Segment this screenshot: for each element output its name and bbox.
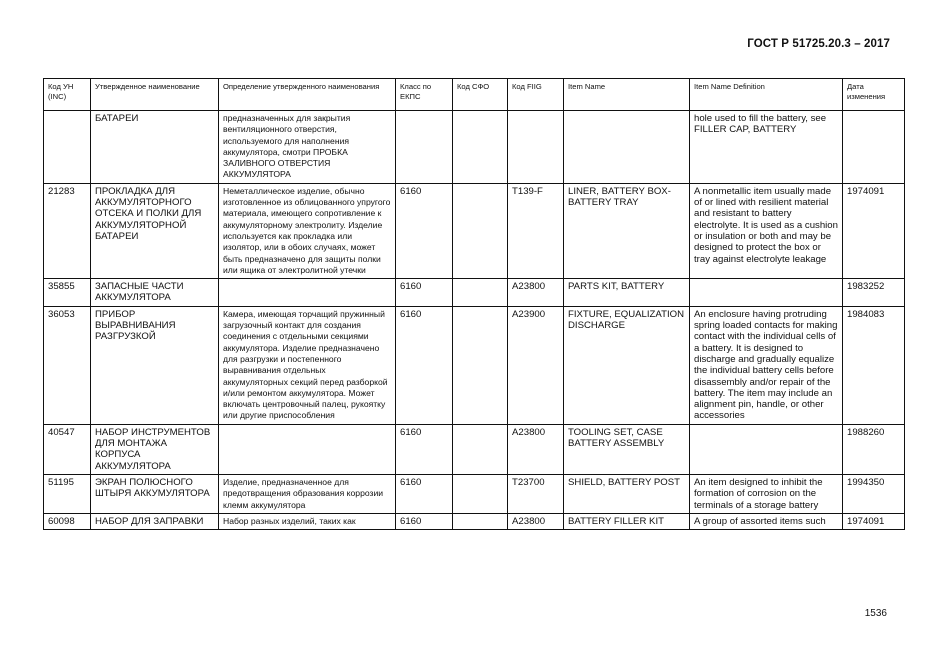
column-header-sfo: Код СФО [453, 79, 508, 111]
cell-name-ru: БАТАРЕИ [91, 111, 219, 184]
table-row [44, 424, 905, 474]
cell-name-ru: НАБОР ИНСТРУМЕНТОВ ДЛЯ МОНТАЖА КОРПУСА АККУМУЛЯТОРА [91, 424, 219, 474]
table-row [44, 111, 905, 184]
cell-name-ru: ЭКРАН ПОЛЮСНОГО ШТЫРЯ АККУМУЛЯТОРА [91, 474, 219, 513]
cell-sfo [453, 279, 508, 307]
cell-item-definition: An item designed to inhibit the formation of corrosion on the terminals of a storage battery [690, 474, 843, 513]
cell-item-definition: An enclosure having protruding spring loaded contacts for making contact with the individual cells of a battery. It is designed to discharge and gradually equalize the individual battery cells before disassembly and/or repair of the battery. The item may include an alignment pin, handle, or other accessories [690, 306, 843, 424]
column-header-fiig: Код FIIG [508, 79, 564, 111]
cell-inc: 60098 [44, 513, 91, 529]
catalog-table [43, 78, 905, 530]
cell-item-name: FIXTURE, EQUALIZATION DISCHARGE [564, 306, 690, 424]
cell-sfo [453, 474, 508, 513]
cell-item-name [564, 111, 690, 184]
cell-item-definition [690, 424, 843, 474]
table-row [44, 513, 905, 529]
table-row [44, 183, 905, 278]
cell-inc: 40547 [44, 424, 91, 474]
cell-item-definition: A nonmetallic item usually made of or lined with resilient material and resistant to battery electrolyte. It is used as a cushion or insulation or both and may be designed to protect the box or tray against electrolyte leakage [690, 183, 843, 278]
cell-class: 6160 [396, 474, 453, 513]
table-row [44, 474, 905, 513]
cell-item-name: PARTS KIT, BATTERY [564, 279, 690, 307]
cell-class: 6160 [396, 279, 453, 307]
cell-fiig: A23800 [508, 513, 564, 529]
cell-item-name: TOOLING SET, CASE BATTERY ASSEMBLY [564, 424, 690, 474]
table-row [44, 279, 905, 307]
cell-fiig: T139-F [508, 183, 564, 278]
cell-definition-ru [219, 279, 396, 307]
cell-definition-ru: Изделие, предназначенное для предотвращения образования коррозии клемм аккумулятора [219, 474, 396, 513]
column-header-item-definition: Item Name Definition [690, 79, 843, 111]
cell-fiig: A23900 [508, 306, 564, 424]
column-header-inc: Код УН (INC) [44, 79, 91, 111]
cell-date: 1983252 [843, 279, 905, 307]
cell-inc: 51195 [44, 474, 91, 513]
document-standard-header: ГОСТ Р 51725.20.3 – 2017 [747, 38, 890, 50]
cell-name-ru: ЗАПАСНЫЕ ЧАСТИ АККУМУЛЯТОРА [91, 279, 219, 307]
cell-fiig: A23800 [508, 279, 564, 307]
column-header-name-ru: Утвержденное наименование [91, 79, 219, 111]
cell-class: 6160 [396, 513, 453, 529]
table-row [44, 306, 905, 424]
page-number: 1536 [864, 608, 887, 619]
cell-item-name: BATTERY FILLER KIT [564, 513, 690, 529]
cell-inc: 36053 [44, 306, 91, 424]
cell-inc [44, 111, 91, 184]
column-header-class: Класс по ЕКПС [396, 79, 453, 111]
cell-definition-ru: предназначенных для закрытия вентиляционного отверстия, используемого для наполнения аккумулятора, смотри ПРОБКА ЗАЛИВНОГО ОТВЕРСТИЯ АККУМУЛЯТОРА [219, 111, 396, 184]
cell-item-name: SHIELD, BATTERY POST [564, 474, 690, 513]
cell-fiig: T23700 [508, 474, 564, 513]
cell-date: 1994350 [843, 474, 905, 513]
cell-definition-ru: Камера, имеющая торчащий пружинный загрузочный контакт для создания соединения с отдельными секциями аккумулятора. Изделие предназначено для разгрузки и постепенного выравнивания отдельных аккумуляторных секций перед разборкой и/или ремонтом аккумулятора. Может включать центровочный палец, рукоятку или другие приспособления [219, 306, 396, 424]
cell-sfo [453, 183, 508, 278]
cell-date: 1974091 [843, 513, 905, 529]
cell-item-definition [690, 279, 843, 307]
cell-date: 1984083 [843, 306, 905, 424]
cell-name-ru: ПРОКЛАДКА ДЛЯ АККУМУЛЯТОРНОГО ОТСЕКА И ПОЛКИ ДЛЯ АККУМУЛЯТОРНОЙ БАТАРЕИ [91, 183, 219, 278]
column-header-definition-ru: Определение утвержденного наименования [219, 79, 396, 111]
column-header-item-name: Item Name [564, 79, 690, 111]
cell-sfo [453, 111, 508, 184]
table-header-row [44, 79, 905, 111]
cell-inc: 21283 [44, 183, 91, 278]
cell-sfo [453, 306, 508, 424]
cell-item-name: LINER, BATTERY BOX-BATTERY TRAY [564, 183, 690, 278]
cell-definition-ru: Неметаллическое изделие, обычно изготовленное из облицованного упругого материала, имеющего сопротивление к аккумуляторному электролиту. Изделие используется как прокладка или изолятор, или в обоих случаях, может быть предназначено для защиты полки или ящика от электролитной утечки [219, 183, 396, 278]
cell-name-ru: НАБОР ДЛЯ ЗАПРАВКИ [91, 513, 219, 529]
cell-definition-ru: Набор разных изделий, таких как [219, 513, 396, 529]
cell-item-definition: hole used to fill the battery, see FILLER CAP, BATTERY [690, 111, 843, 184]
column-header-date: Дата изменения [843, 79, 905, 111]
cell-sfo [453, 513, 508, 529]
cell-class: 6160 [396, 306, 453, 424]
cell-item-definition: A group of assorted items such [690, 513, 843, 529]
cell-sfo [453, 424, 508, 474]
cell-class: 6160 [396, 183, 453, 278]
cell-date: 1988260 [843, 424, 905, 474]
cell-date: 1974091 [843, 183, 905, 278]
cell-definition-ru [219, 424, 396, 474]
cell-inc: 35855 [44, 279, 91, 307]
cell-name-ru: ПРИБОР ВЫРАВНИВАНИЯ РАЗГРУЗКОЙ [91, 306, 219, 424]
cell-class: 6160 [396, 424, 453, 474]
cell-fiig [508, 111, 564, 184]
cell-date [843, 111, 905, 184]
cell-fiig: A23800 [508, 424, 564, 474]
cell-class [396, 111, 453, 184]
